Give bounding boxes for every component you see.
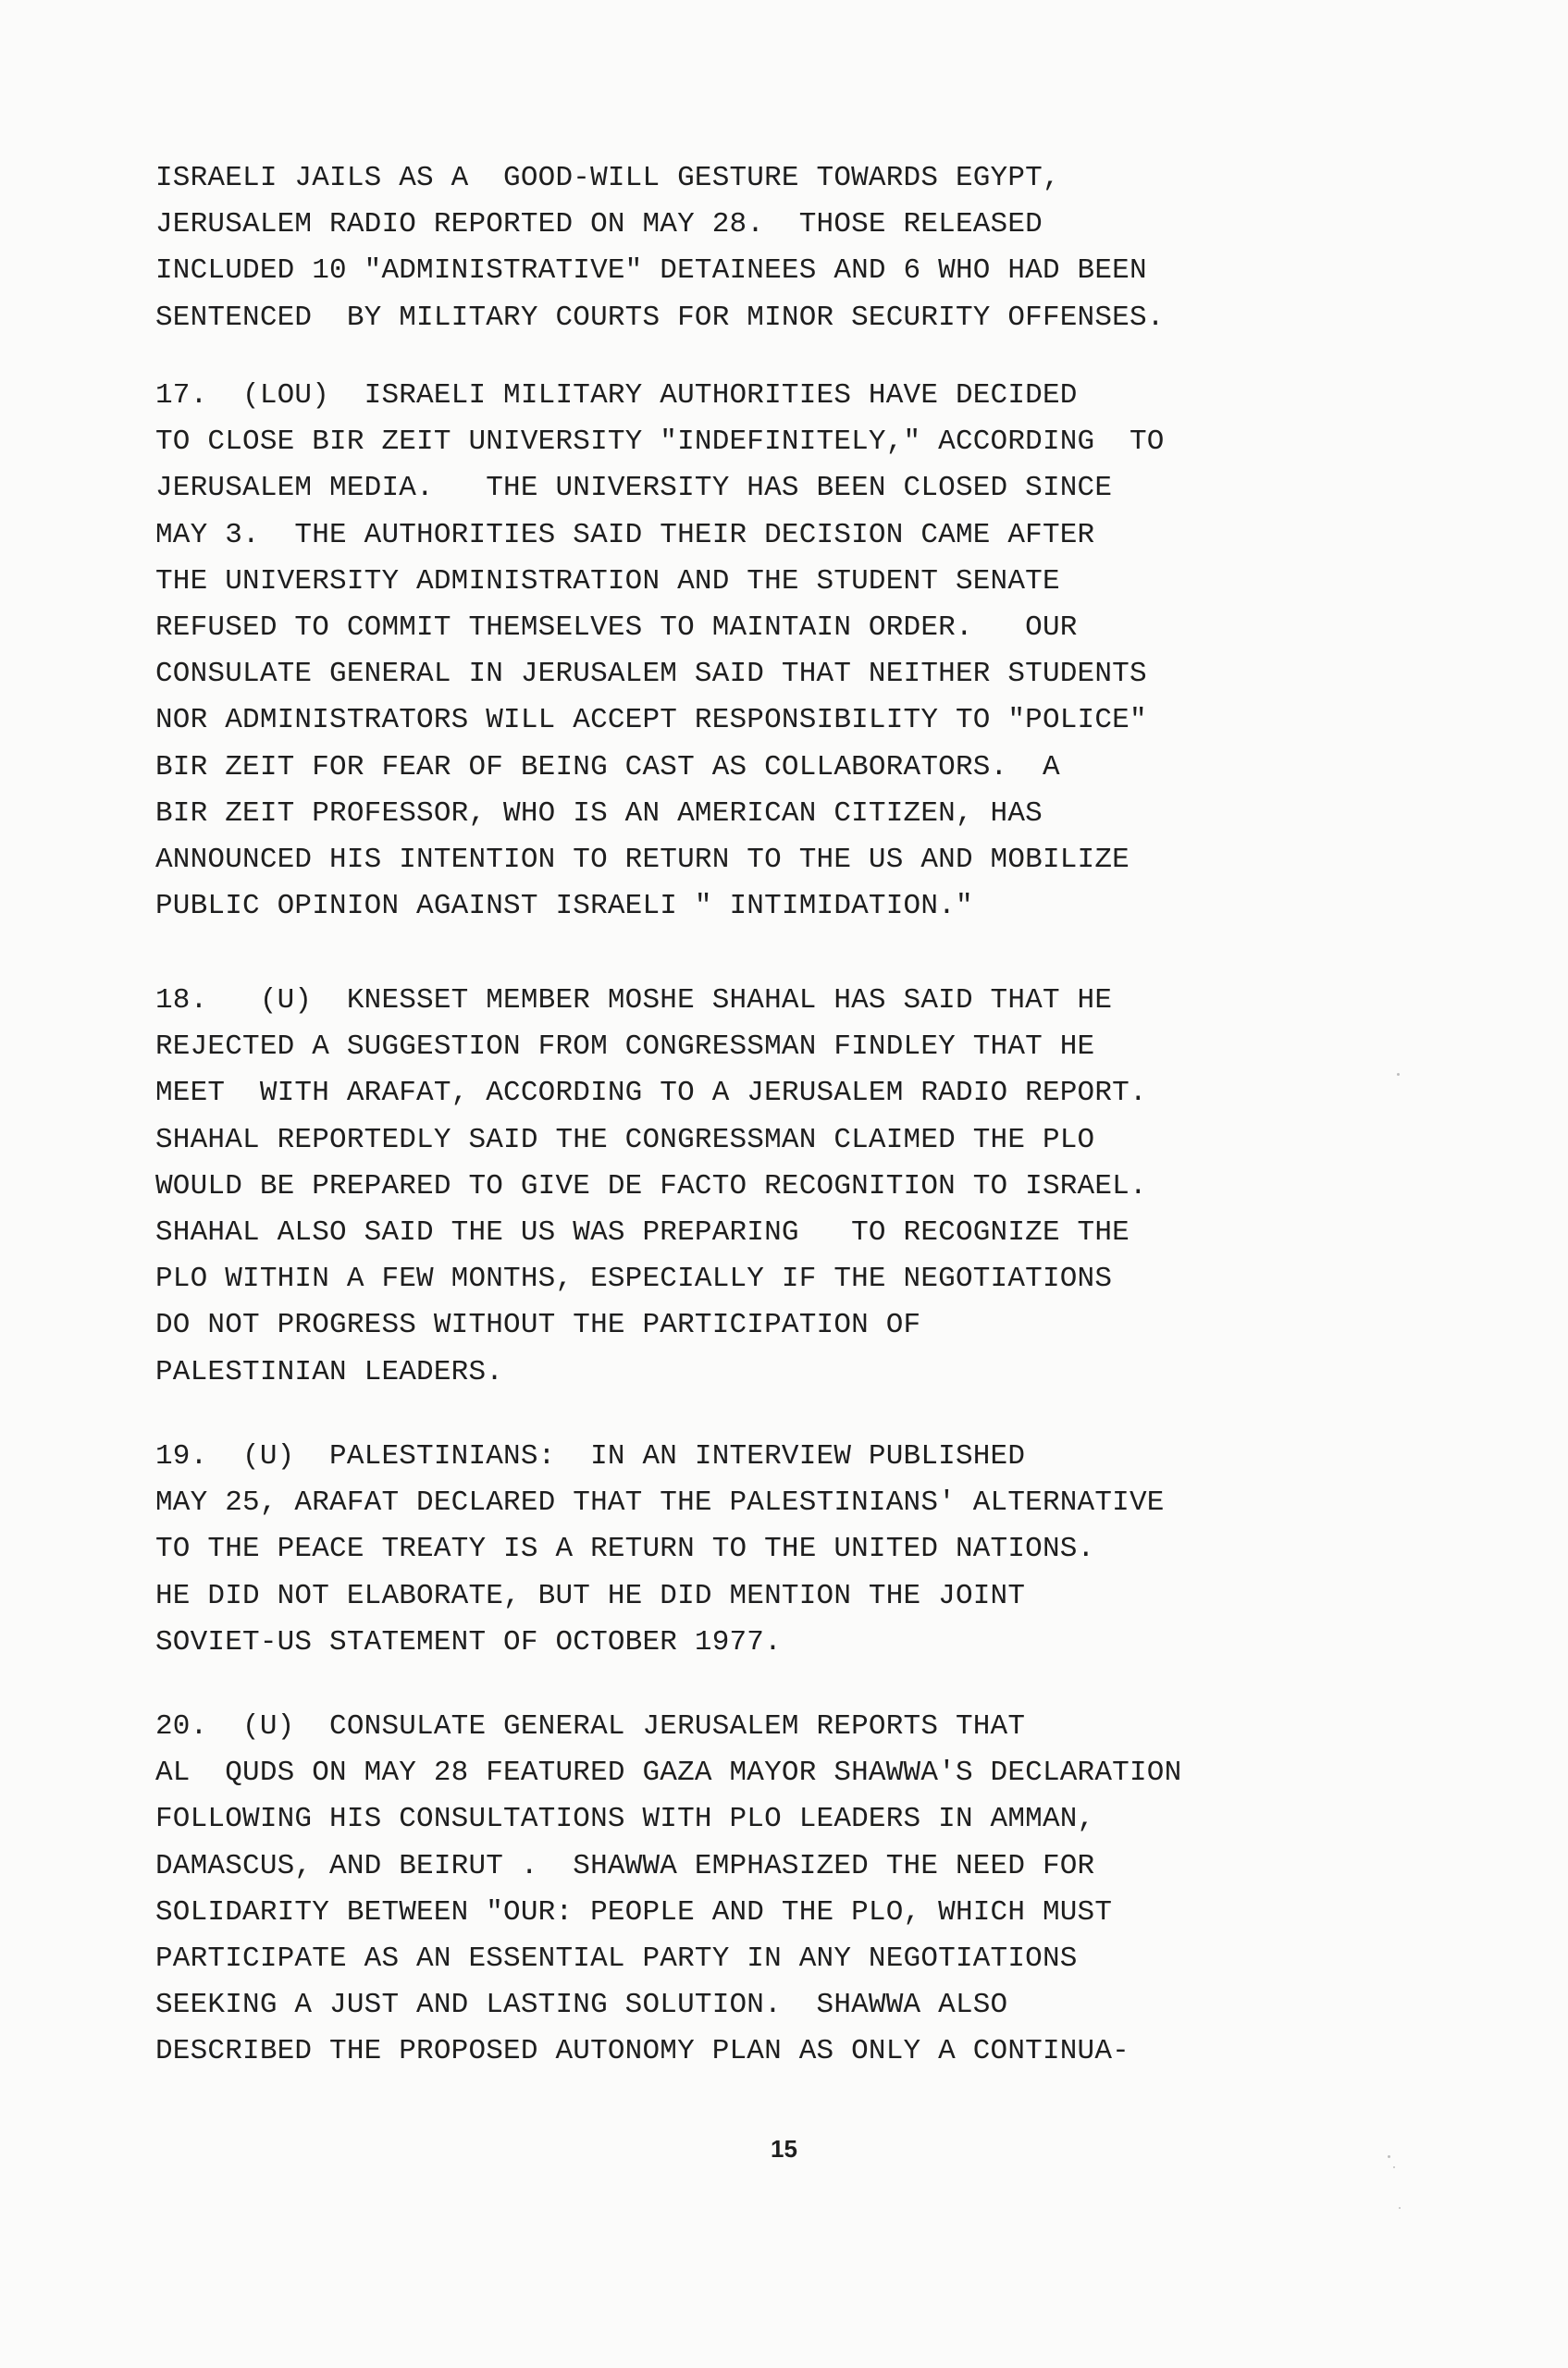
text-line: 17. (LOU) ISRAELI MILITARY AUTHORITIES HAVE DECIDED (155, 379, 1078, 412)
text-line: TO THE PEACE TREATY IS A RETURN TO THE UNITED NATIONS. (155, 1533, 1095, 1566)
text-line: ISRAELI JAILS AS A GOOD-WILL GESTURE TOWARDS EGYPT, (155, 162, 1060, 194)
text-line: 20. (U) CONSULATE GENERAL JERUSALEM REPORTS THAT (155, 1710, 1026, 1743)
text-line: AL QUDS ON MAY 28 FEATURED GAZA MAYOR SHAWWA'S DECLARATION (155, 1757, 1182, 1790)
text-line: PALESTINIAN LEADERS. (155, 1355, 504, 1388)
text-line: ANNOUNCED HIS INTENTION TO RETURN TO THE US AND MOBILIZE (155, 843, 1130, 876)
text-line: THE UNIVERSITY ADMINISTRATION AND THE STUDENT SENATE (155, 564, 1060, 598)
text-line: HE DID NOT ELABORATE, BUT HE DID MENTION THE JOINT (155, 1579, 1026, 1612)
text-line: BIR ZEIT PROFESSOR, WHO IS AN AMERICAN CITIZEN, HAS (155, 796, 1043, 830)
text-line: DESCRIBED THE PROPOSED AUTONOMY PLAN AS ONLY A CONTINUA- (155, 2035, 1130, 2068)
text-line: NOR ADMINISTRATORS WILL ACCEPT RESPONSIBILITY TO "POLICE" (155, 704, 1147, 737)
text-line: MAY 25, ARAFAT DECLARED THAT THE PALESTINIANS' ALTERNATIVE (155, 1486, 1165, 1520)
text-line: SEEKING A JUST AND LASTING SOLUTION. SHAWWA ALSO (155, 1989, 1008, 2022)
text-line: SHAHAL ALSO SAID THE US WAS PREPARING TO RECOGNIZE THE (155, 1215, 1130, 1249)
paragraph-intro (155, 155, 1414, 341)
scan-speck (1399, 2207, 1401, 2209)
scan-speck (1388, 2155, 1390, 2158)
text-line: JERUSALEM RADIO REPORTED ON MAY 28. THOSE RELEASED (155, 208, 1043, 241)
text-line: REJECTED A SUGGESTION FROM CONGRESSMAN FINDLEY THAT HE (155, 1030, 1095, 1064)
text-line: PUBLIC OPINION AGAINST ISRAELI " INTIMIDATION." (155, 890, 973, 923)
text-line: PARTICIPATE AS AN ESSENTIAL PARTY IN ANY NEGOTIATIONS (155, 1942, 1078, 1975)
text-line: SOLIDARITY BETWEEN "OUR: PEOPLE AND THE PLO, WHICH MUST (155, 1895, 1113, 1929)
text-line: JERUSALEM MEDIA. THE UNIVERSITY HAS BEEN CLOSED SINCE (155, 472, 1113, 505)
text-line: MEET WITH ARAFAT, ACCORDING TO A JERUSALEM RADIO REPORT. (155, 1077, 1147, 1110)
text-line: PLO WITHIN A FEW MONTHS, ESPECIALLY IF THE NEGOTIATIONS (155, 1263, 1113, 1296)
text-line: REFUSED TO COMMIT THEMSELVES TO MAINTAIN ORDER. OUR (155, 610, 1078, 644)
page-number: 15 (771, 2135, 797, 2163)
text-line: BIR ZEIT FOR FEAR OF BEING CAST AS COLLABORATORS. A (155, 750, 1060, 783)
text-line: WOULD BE PREPARED TO GIVE DE FACTO RECOGNITION TO ISRAEL. (155, 1169, 1147, 1202)
text-line: SOVIET-US STATEMENT OF OCTOBER 1977. (155, 1625, 782, 1659)
text-line: MAY 3. THE AUTHORITIES SAID THEIR DECISION CAME AFTER (155, 518, 1095, 551)
text-line: 19. (U) PALESTINIANS: IN AN INTERVIEW PUBLISHED (155, 1440, 1026, 1473)
paragraph-17 (155, 373, 1414, 930)
text-line: SHAHAL REPORTEDLY SAID THE CONGRESSMAN CLAIMED THE PLO (155, 1123, 1095, 1156)
scan-speck (1393, 2166, 1395, 2168)
text-line: TO CLOSE BIR ZEIT UNIVERSITY "INDEFINITELY," ACCORDING TO (155, 426, 1165, 459)
text-line: INCLUDED 10 "ADMINISTRATIVE" DETAINEES AND 6 WHO HAD BEEN (155, 254, 1147, 288)
text-line: DO NOT PROGRESS WITHOUT THE PARTICIPATION OF (155, 1309, 921, 1342)
scan-speck (1397, 1073, 1400, 1076)
paragraph-20 (155, 1704, 1414, 2076)
text-line: DAMASCUS, AND BEIRUT . SHAWWA EMPHASIZED THE NEED FOR (155, 1849, 1095, 1882)
text-line: CONSULATE GENERAL IN JERUSALEM SAID THAT NEITHER STUDENTS (155, 658, 1147, 691)
text-line: SENTENCED BY MILITARY COURTS FOR MINOR SECURITY OFFENSES. (155, 301, 1165, 334)
paragraph-18 (155, 978, 1414, 1396)
text-line: FOLLOWING HIS CONSULTATIONS WITH PLO LEADERS IN AMMAN, (155, 1803, 1095, 1836)
paragraph-19 (155, 1434, 1414, 1666)
text-line: 18. (U) KNESSET MEMBER MOSHE SHAHAL HAS SAID THAT HE (155, 984, 1113, 1017)
